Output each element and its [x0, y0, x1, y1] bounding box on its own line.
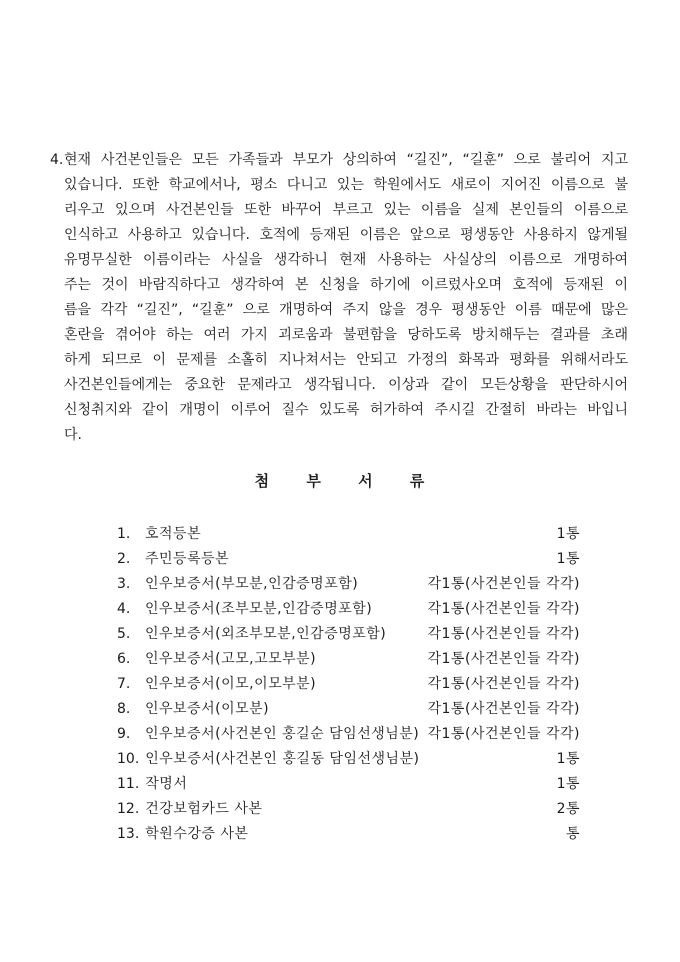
paragraph-line: 리우고 있으며 사건본인들 또한 바꾸어 부르고 있는 이름을 실제 본인들의 이름으로	[64, 202, 628, 218]
attachment-name: 인우보증서(부모분,인감증명포함)	[145, 576, 359, 592]
attachment-name: 인우보증서(사건본인 홍길순 담임선생님분)	[145, 726, 420, 742]
attachment-row	[117, 597, 580, 622]
attachment-row	[117, 622, 580, 647]
attachment-name: 호적등본	[145, 526, 202, 542]
paragraph-line: 름을 각각 “길진”, “길훈” 으로 개명하여 주지 않을 경우 평생동안 이름 때문에 많은	[64, 302, 628, 318]
attachment-number: 11.	[117, 776, 140, 792]
attachment-row	[117, 572, 580, 597]
attachment-name: 인우보증서(고모,고모부분)	[145, 651, 317, 667]
attachment-number: 3.	[117, 576, 131, 592]
attachment-row	[117, 797, 580, 822]
paragraph-line: 유명무실한 이름이라는 사실을 생각하니 현재 사용하는 사실상의 이름으로 개명하여	[64, 252, 628, 268]
attachment-number: 8.	[117, 701, 131, 717]
attachment-count: 각1통(사건본인들 각각)	[427, 676, 580, 692]
attachment-row	[117, 697, 580, 722]
attachment-name: 작명서	[145, 776, 188, 792]
attachment-count: 1통	[556, 551, 580, 567]
attachment-count: 1통	[556, 526, 580, 542]
attachment-count: 통	[565, 826, 580, 842]
attachment-row	[117, 747, 580, 772]
attachments-heading: 첨 부 서 류	[254, 472, 426, 490]
attachment-count: 각1통(사건본인들 각각)	[427, 626, 580, 642]
paragraph-number: 4.	[50, 152, 64, 168]
paragraph-body	[64, 148, 628, 448]
paragraph-line: 있습니다. 또한 학교에서나, 평소 다니고 있는 학원에서도 새로이 지어진 이름으로 불	[64, 177, 628, 193]
attachment-number: 1.	[117, 526, 131, 542]
attachment-count: 1통	[556, 751, 580, 767]
attachment-row	[117, 722, 580, 747]
attachment-number: 10.	[117, 751, 140, 767]
attachment-count: 각1통(사건본인들 각각)	[427, 601, 580, 617]
paragraph-line: 사건본인들에게는 중요한 문제라고 생각됩니다. 이상과 같이 모든상황을 판단하시어	[64, 377, 628, 393]
attachment-number: 4.	[117, 601, 131, 617]
attachment-name: 인우보증서(이모,이모부분)	[145, 676, 317, 692]
paragraph-line: 다.	[64, 427, 82, 443]
attachments-list	[117, 522, 580, 847]
attachment-name: 인우보증서(이모분)	[145, 701, 270, 717]
paragraph-line: 신청취지와 같이 개명이 이루어 질수 있도록 허가하여 주시길 간절히 바라는 바입니	[64, 402, 628, 418]
attachment-number: 9.	[117, 726, 131, 742]
attachment-row	[117, 647, 580, 672]
attachment-row	[117, 772, 580, 797]
attachment-name: 건강보험카드 사본	[145, 801, 263, 817]
attachment-name: 인우보증서(사건본인 홍길동 담임선생님분)	[145, 751, 420, 767]
attachment-count: 1통	[556, 776, 580, 792]
attachment-count: 각1통(사건본인들 각각)	[427, 701, 580, 717]
attachment-number: 13.	[117, 826, 140, 842]
attachment-number: 5.	[117, 626, 131, 642]
paragraph-line: 하게 되므로 이 문제를 소홀히 지나쳐서는 안되고 가정의 화목과 평화를 위해서라도	[64, 352, 628, 368]
paragraph-line: 혼란을 겪어야 하는 여러 가지 괴로움과 불편함을 당하도록 방치해두는 결과를 초래	[64, 327, 628, 343]
attachment-name: 인우보증서(조부모분,인감증명포함)	[145, 601, 373, 617]
attachment-number: 2.	[117, 551, 131, 567]
attachment-count: 각1통(사건본인들 각각)	[427, 576, 580, 592]
paragraph-line: 주는 것이 바람직하다고 생각하여 본 신청을 하기에 이르렀사오며 호적에 등재된 이	[64, 277, 628, 293]
attachment-row	[117, 672, 580, 697]
petition-paragraph	[50, 148, 628, 448]
attachment-name: 인우보증서(외조부모분,인감증명포함)	[145, 626, 387, 642]
paragraph-line: 인식하고 사용하고 있습니다. 호적에 등재된 이름은 앞으로 평생동안 사용하지 않게될	[64, 227, 628, 243]
attachment-number: 7.	[117, 676, 131, 692]
paragraph-line: 현재 사건본인들은 모든 가족들과 부모가 상의하여 “길진”, “길훈” 으로 불리어 지고	[64, 152, 628, 168]
attachment-number: 6.	[117, 651, 131, 667]
attachment-count: 2통	[556, 801, 580, 817]
attachment-number: 12.	[117, 801, 140, 817]
attachment-count: 각1통(사건본인들 각각)	[427, 651, 580, 667]
attachment-count: 각1통(사건본인들 각각)	[427, 726, 580, 742]
attachment-row	[117, 522, 580, 547]
attachment-row	[117, 547, 580, 572]
attachment-name: 학원수강증 사본	[145, 826, 249, 842]
attachment-name: 주민등록등본	[145, 551, 230, 567]
attachment-row	[117, 822, 580, 847]
